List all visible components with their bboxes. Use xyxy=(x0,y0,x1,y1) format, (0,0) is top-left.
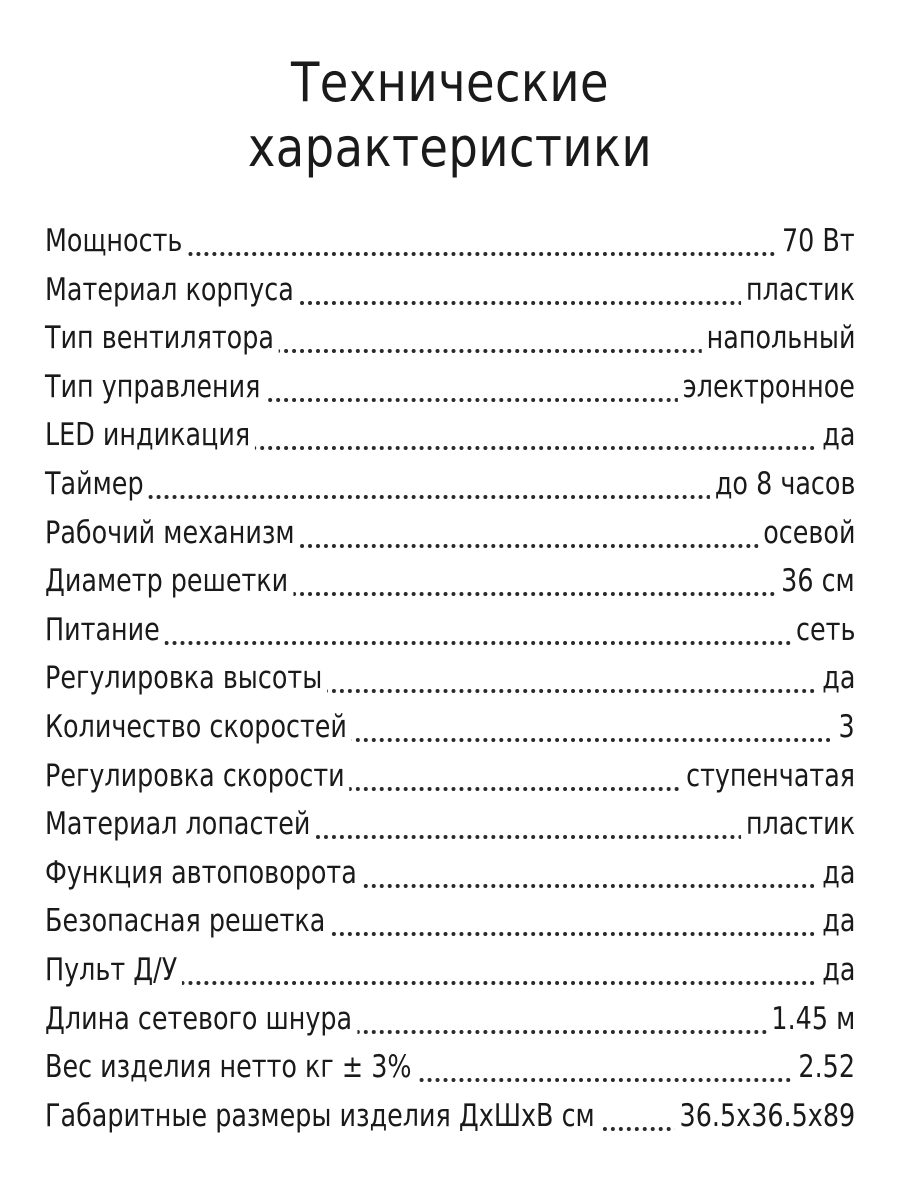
spec-value: сеть xyxy=(791,609,855,651)
spec-row xyxy=(45,1044,855,1093)
dotted-leader xyxy=(45,641,855,645)
spec-value: 36 см xyxy=(776,560,855,602)
spec-label: Длина сетевого шнура xyxy=(45,998,357,1040)
spec-value: до 8 часов xyxy=(710,463,855,505)
spec-value: да xyxy=(817,949,855,991)
spec-label: Рабочий механизм xyxy=(45,512,299,554)
spec-label: Питание xyxy=(45,609,165,651)
spec-label: Тип управления xyxy=(45,366,265,408)
spec-row xyxy=(45,850,855,899)
page-title xyxy=(63,50,837,180)
spec-label: Диаметр решетки xyxy=(45,560,293,602)
spec-label: Безопасная решетка xyxy=(45,900,330,942)
spec-row xyxy=(45,218,855,267)
page-title-line-2: характеристики xyxy=(247,116,653,179)
spec-value: ступенчатая xyxy=(681,755,855,797)
spec-label: Материал корпуса xyxy=(45,269,299,311)
spec-label: Таймер xyxy=(45,463,148,505)
spec-row xyxy=(45,704,855,753)
spec-value: пластик xyxy=(741,803,855,845)
specs-list xyxy=(45,218,855,1141)
spec-label: Регулировка высоты xyxy=(45,657,327,699)
spec-row xyxy=(45,898,855,947)
spec-row xyxy=(45,315,855,364)
spec-row xyxy=(45,510,855,559)
spec-label: Функция автоповорота xyxy=(45,852,362,894)
spec-label: LED индикация xyxy=(45,414,255,456)
spec-value: 1.45 м xyxy=(766,998,855,1040)
spec-row xyxy=(45,655,855,704)
spec-label: Материал лопастей xyxy=(45,803,315,845)
spec-row xyxy=(45,1093,855,1142)
spec-row xyxy=(45,947,855,996)
spec-label: Габаритные размеры изделия ДхШхВ см xyxy=(45,1095,600,1137)
spec-label: Тип вентилятора xyxy=(45,317,279,359)
page-title-line-1: Технические xyxy=(290,51,610,114)
spec-value: 2.52 xyxy=(793,1046,855,1088)
spec-label: Количество скоростей xyxy=(45,706,352,748)
spec-label: Регулировка скорости xyxy=(45,755,350,797)
spec-label: Пульт Д/У xyxy=(45,949,182,991)
spec-row xyxy=(45,753,855,802)
spec-row xyxy=(45,461,855,510)
spec-value: электронное xyxy=(678,366,855,408)
spec-value: напольный xyxy=(701,317,855,359)
spec-label: Мощность xyxy=(45,220,187,262)
spec-value: да xyxy=(817,414,855,456)
spec-row xyxy=(45,364,855,413)
spec-row xyxy=(45,607,855,656)
spec-value: да xyxy=(817,852,855,894)
spec-row xyxy=(45,267,855,316)
spec-value: 70 Вт xyxy=(777,220,855,262)
spec-value: пластик xyxy=(741,269,855,311)
spec-row xyxy=(45,996,855,1045)
spec-label: Вес изделия нетто кг ± 3% xyxy=(45,1046,416,1088)
spec-row xyxy=(45,412,855,461)
spec-row xyxy=(45,801,855,850)
spec-value: осевой xyxy=(758,512,855,554)
spec-value: да xyxy=(817,657,855,699)
spec-row xyxy=(45,558,855,607)
spec-value: 3 xyxy=(834,706,855,748)
spec-value: да xyxy=(817,900,855,942)
spec-value: 36.5х36.5х89 xyxy=(674,1095,855,1137)
